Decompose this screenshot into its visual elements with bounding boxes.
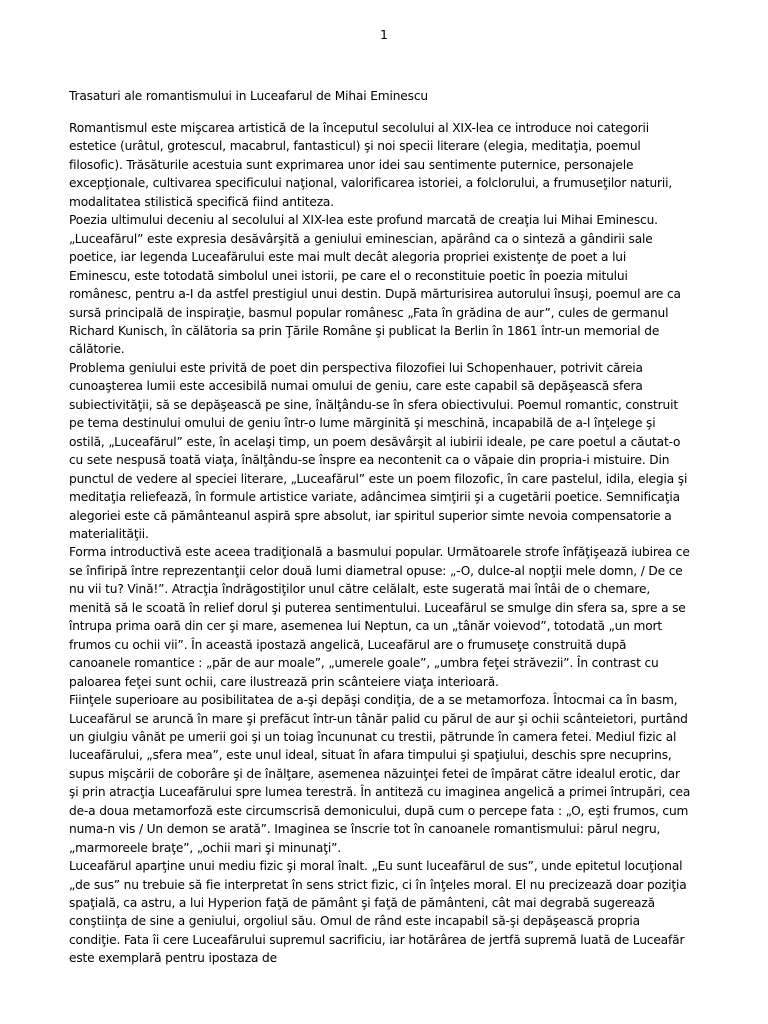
page-number: 1	[380, 27, 388, 42]
document-body	[69, 87, 691, 968]
paragraph-introductory-form: Forma introductivă este aceea tradiţională a basmului popular. Următoarele strofe înfăţişează iubirea ce se înfiripă între reprezentanţii celor două lumi diametral opuse: „-O, dulce-al nopţii mele domn, / De ce nu vii tu? Vină!”. Atracţia îndrăgostiţilor unul către celălalt, este sugerată mai întâi de o chemare, menită să le scoată în relief dorul şi puterea sentimentului. Luceafărul se smulge din sfera sa, spre a se întrupa prima oară din cer şi mare, asemenea lui Neptun, ca un „tânăr voievod”, totodată „un mort frumos cu ochii vii”. În această ipostază angelică, Luceafărul are o frumuseţe construită după canoanele romantice : „păr de aur moale”, „umerele goale”, „umbra feţei străvezii”. În contrast cu paloarea feţei sunt ochii, care ilustrează prin scânteiere viaţa interioară.	[69, 545, 690, 689]
paragraph-genius-problem: Problema geniului este privită de poet din perspectiva filozofiei lui Schopenhauer, potrivit căreia cunoaşterea lumii este accesibilă numai omului de geniu, care este capabil să depăşească sfera subiectivităţii, să se depăşească pe sine, înălţându-se în sfera obiectivului. Poemul romantic, construit pe tema destinului omului de geniu într-o lume mărginită şi meschină, incapabilă de a-l înţelege şi ostilă, „Luceafărul” este, în acelaşi timp, un poem desăvârşit al iubirii ideale, pe care poetul a căutat-o cu sete nespusă toată viaţa, înălţându-se înspre ea necontenit ca o văpaie din propria-i mistuire. Din punctul de vedere al speciei literare, „Luceafărul” este un poem filozofic, în care pastelul, idila, elegia şi meditaţia reliefează, în formule artistice variate, adâncimea simţirii şi a cugetării poetice. Semnificaţia alegoriei este că pământeanul aspiră spre absolut, iar spiritul superior simte nevoia compensatorie a materialităţii.	[69, 360, 688, 541]
paragraph-metamorphosis: Fiinţele superioare au posibilitatea de a-şi depăşi condiţia, de a se metamorfoza. Întocmai ca în basm, Luceafărul se aruncă în mare şi prefăcut într-un tânăr palid cu părul de aur şi ochii scânteietori, purtând un giulgiu vânăt pe umerii goi şi un toiag încununat cu trestii, pătrunde în camera fetei. Mediul fizic al luceafărului, „sfera mea”, este unul ideal, situat în afara timpului şi spaţiului, deschis spre necuprins, supus mişcării de coborâre şi de înălţare, asemenea năzuinţei fetei de împărat către idealul erotic, dar şi prin atracţia Luceafărului spre lumea terestră. În antiteză cu imaginea angelică a primei întrupări, cea de-a doua metamorfoză este circumscrisă demonicului, după cum o percepe fata : „O, eşti frumos, cum numa-n vis / Un demon se arată”. Imaginea se înscrie tot în canoanele romantismului: părul negru, „marmoreele braţe”, „ochii mari şi minunaţi”.	[69, 693, 691, 855]
paragraph-romanticism-definition: Romantismul este mişcarea artistică de la începutul secolului al XIX-lea ce introduce noi categorii estetice (urâtul, grotescul, macabrul, fantasticul) şi noi specii literare (elegia, meditaţia, poemul filosofic). Trăsăturile acestuia sunt exprimarea unor idei sau sentimente puternice, personajele excepţionale, cultivarea specificului naţional, valorificarea istoriei, a folclorului, a frumuseţilor naturii, modalitatea stilistică specifică fiind antiteza.	[69, 121, 673, 209]
paragraph-moral-environment: Luceafărul aparţine unui mediu fizic şi moral înalt. „Eu sunt luceafărul de sus”, unde epitetul locuţional „de sus” nu trebuie să fie interpretat în sens strict fizic, ci în înţeles moral. El nu precizează doar poziţia spaţială, ca astru, a lui Hyperion faţă de pământ şi faţă de pământeni, cât mai degrabă sugerează conştiinţa de sine a geniului, orgoliul său. Omul de rând este incapabil să-şi depăşească propria condiţie. Fata îi cere Luceafărului supremul sacrificiu, iar hotărârea de jertfă supremă luată de Luceafăr este exemplară pentru ipostaza de	[69, 859, 687, 966]
document-title: Trasaturi ale romantismului in Luceafarul de Mihai Eminescu	[69, 89, 428, 103]
paragraph-eminescu-creation: Poezia ultimului deceniu al secolului al XIX-lea este profund marcată de creaţia lui Mihai Eminescu. „Luceafărul” este expresia desăvârşită a geniului eminescian, apărând ca o sinteză a gândirii sale poetice, iar legenda Luceafărului este mai mult decât alegoria propriei existenţe de poet a lui Eminescu, este totodată simbolul unei istorii, pe care el o reconstituie poetic în poezia mitului românesc, pentru a-I da astfel prestigiul unui destin. După mărturisirea autorului însuşi, poemul are ca sursă principală de inspiraţie, basmul popular românesc „Fata în grădina de aur”, cules de germanul Richard Kunisch, în călătoria sa prin Ţările Române şi publicat la Berlin în 1861 într-un memorial de călătorie.	[69, 213, 681, 357]
